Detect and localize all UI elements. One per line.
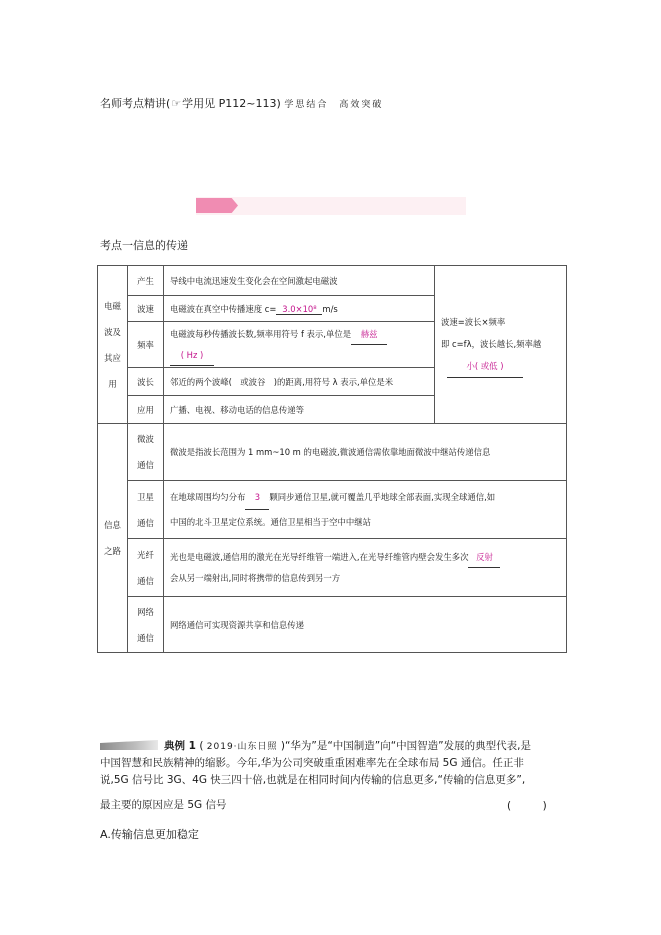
example-line-2: 中国智慧和民族精神的缩影。今年,华为公司突破重重困难率先在全球布局 5G 通信。任正非 [100, 757, 524, 769]
table-row [98, 266, 567, 296]
row-content: 网络通信可实现资源共享和信息传递 [164, 597, 567, 653]
option-a: A.传输信息更加稳定 [100, 828, 199, 841]
example-line-3: 说,5G 信号比 3G、4G 快三四十倍,也就是在相同时间内传输的信息更多,“传输的信息更多”, [100, 774, 526, 786]
table-row [98, 539, 567, 597]
section-decoration-bar [196, 197, 466, 215]
answer-blank: 赫兹 [351, 324, 387, 345]
answer-parentheses: ( ) [507, 800, 547, 812]
answer-blank: 3.0×10⁸ [276, 304, 322, 315]
example-line-4: 最主要的原因应是 5G 信号 [100, 799, 227, 811]
table-row [98, 424, 567, 481]
example-marker-bar [100, 740, 158, 750]
row-content: 在地球周围均匀分布 3 颗同步通信卫星,就可覆盖几乎地球全部表面,实现全球通信,如 中国的北斗卫星定位系统。通信卫星相当于空中中继站 [164, 481, 567, 539]
answer-blank: 反射 [468, 547, 500, 568]
pink-arrow-tab [196, 198, 238, 213]
header-motto: 学思结合 高效突破 [284, 100, 384, 110]
group-info-road: 信息 之路 [98, 424, 128, 653]
row-label: 微波 通信 [128, 424, 164, 481]
example-source: 2019·山东日照 [206, 742, 278, 752]
row-content: 光也是电磁波,通信用的激光在光导纤维管一端进入,在光导纤维管内壁会发生多次 反射 会从另一端射出,同时将携带的信息传到另一方 [164, 539, 567, 597]
row-label: 产生 [128, 266, 164, 296]
note-answer-blank: 小( 或低 ) [447, 355, 523, 378]
row-label: 波速 [128, 296, 164, 322]
row-label: 应用 [128, 396, 164, 424]
table-row [98, 481, 567, 539]
row-label: 卫星 通信 [128, 481, 164, 539]
note-line-2: 即 c=fλ，波长越长,频率越 [441, 339, 542, 349]
row-content: 导线中电流迅速发生变化会在空间激起电磁波 [164, 266, 435, 296]
section-title: 考点一信息的传递 [100, 239, 188, 252]
lesson-header: 名师考点精讲(☞学用见 P112~113) 学思结合 高效突破 [100, 97, 384, 110]
row-content: 电磁波在真空中传播速度 c= 3.0×10⁸ m/s [164, 296, 435, 322]
knowledge-table [97, 265, 567, 653]
header-title: 名师考点精讲( [100, 97, 171, 110]
row-content: 邻近的两个波峰( 或波谷 )的距离,用符号 λ 表示,单位是米 [164, 368, 435, 396]
note-line-1: 波速=波长×频率 [441, 317, 506, 327]
row-content: 微波是指波长范围为 1 mm~10 m 的电磁波,微波通信需依靠地面微波中继站传递信息 [164, 424, 567, 481]
answer-blank: ( Hz ) [170, 345, 214, 366]
row-label: 波长 [128, 368, 164, 396]
answer-blank: 3 [245, 485, 269, 510]
row-content: 广播、电视、移动电话的信息传递等 [164, 396, 435, 424]
page-reference: 学用见 P112~113 [182, 97, 277, 110]
example-line-1: 典例 1 ( 2019·山东日照 )“华为”是“中国制造”向“中国智造”发展的典型代表,是 [100, 738, 570, 756]
row-content: 电磁波每秒传播波长数,频率用符号 f 表示,单位是 赫兹 ( Hz ) [164, 322, 435, 368]
example-label: 典例 1 [164, 740, 196, 752]
row-label: 网络 通信 [128, 597, 164, 653]
wave-formula-note [435, 266, 567, 424]
table-row [98, 597, 567, 653]
row-label: 频率 [128, 322, 164, 368]
group-em-waves: 电磁 波及 其应 用 [98, 266, 128, 424]
pointing-hand-icon: ☞ [171, 97, 182, 110]
row-label: 光纤 通信 [128, 539, 164, 597]
